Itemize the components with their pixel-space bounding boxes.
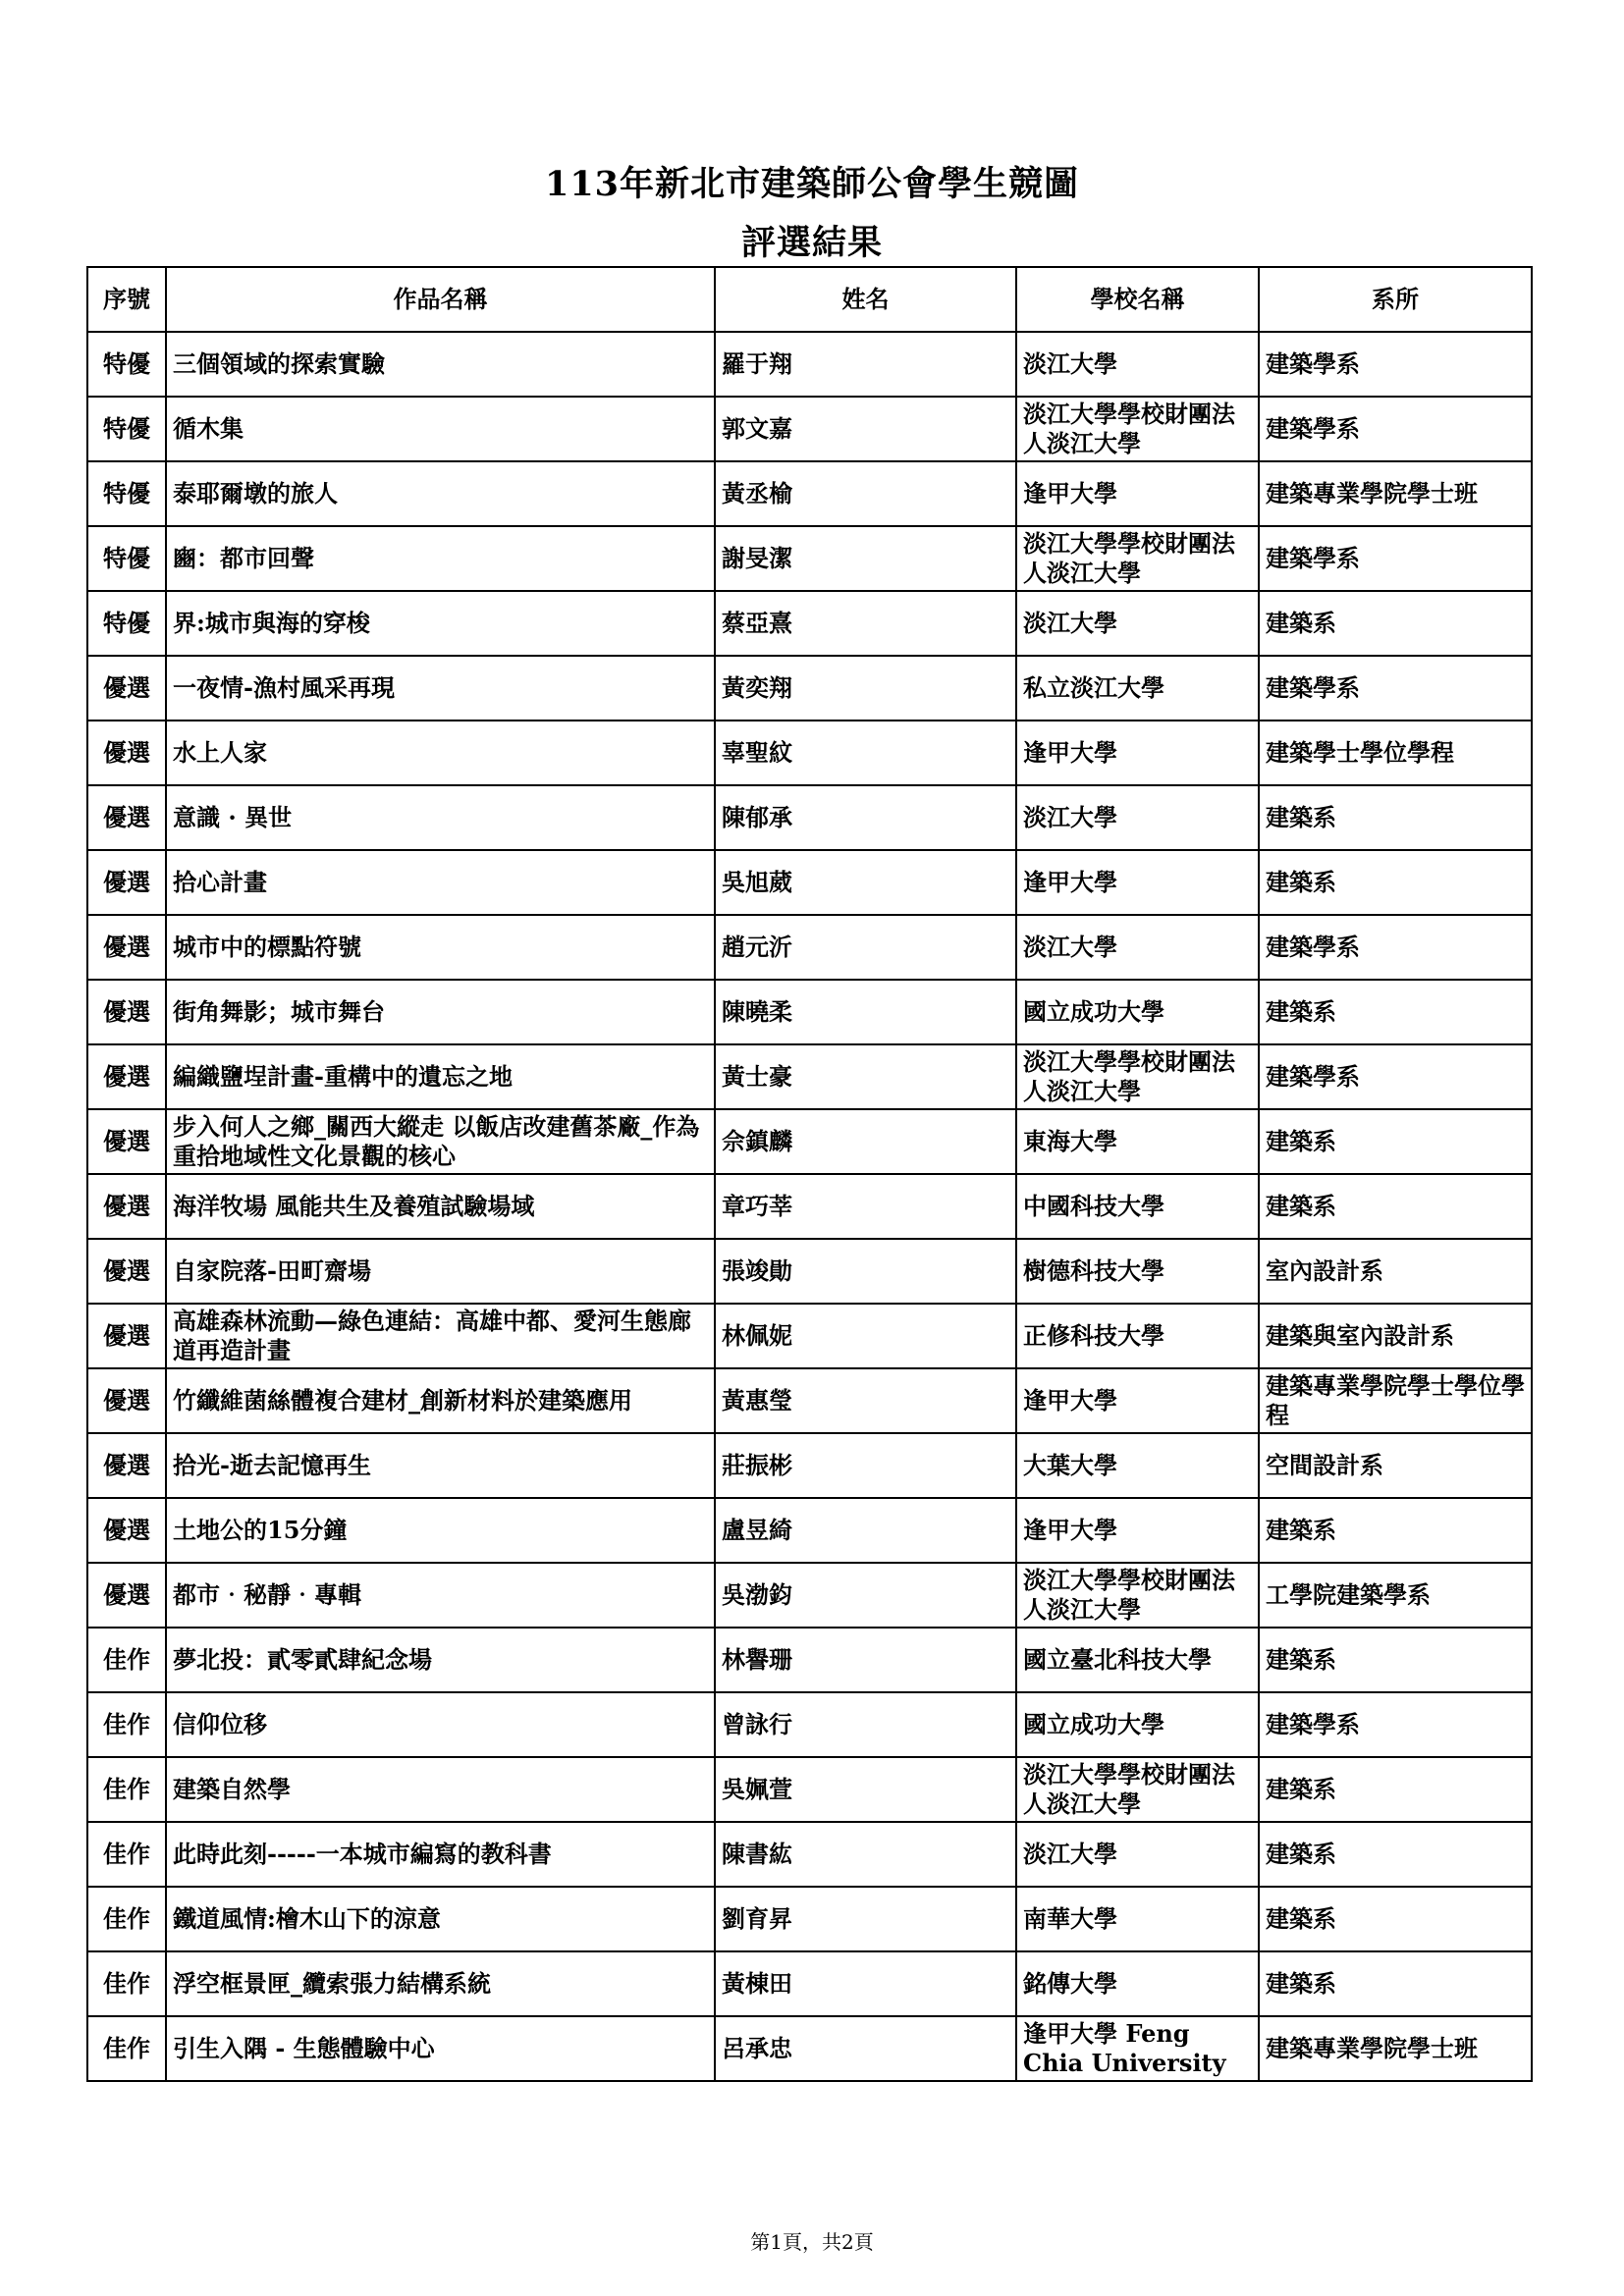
table-row	[87, 1822, 1532, 1887]
cell-rank: 特優	[87, 332, 166, 397]
table-row	[87, 1304, 1532, 1368]
table-row	[87, 915, 1532, 980]
cell-work-title: 編織鹽埕計畫-重構中的遺忘之地	[166, 1044, 715, 1109]
table-row	[87, 1757, 1532, 1822]
document-title: 113年新北市建築師公會學生競圖	[544, 164, 1080, 204]
table-row	[87, 1498, 1532, 1563]
cell-school: 淡江大學	[1016, 332, 1259, 397]
cell-rank: 佳作	[87, 1628, 166, 1692]
cell-department: 建築系	[1259, 1498, 1532, 1563]
cell-school: 樹德科技大學	[1016, 1239, 1259, 1304]
header-department: 系所	[1259, 267, 1532, 332]
cell-rank: 優選	[87, 1304, 166, 1368]
cell-name: 黃惠瑩	[715, 1368, 1016, 1433]
header-school: 學校名稱	[1016, 267, 1259, 332]
cell-school: 銘傳大學	[1016, 1951, 1259, 2016]
cell-name: 陳郁承	[715, 785, 1016, 850]
cell-school: 逢甲大學	[1016, 1368, 1259, 1433]
cell-school: 淡江大學	[1016, 915, 1259, 980]
cell-rank: 優選	[87, 1498, 166, 1563]
cell-school: 中國科技大學	[1016, 1174, 1259, 1239]
cell-rank: 優選	[87, 915, 166, 980]
cell-school: 正修科技大學	[1016, 1304, 1259, 1368]
results-table	[86, 266, 1533, 2082]
table-row	[87, 397, 1532, 461]
cell-rank: 佳作	[87, 1692, 166, 1757]
cell-name: 莊振彬	[715, 1433, 1016, 1498]
cell-school: 淡江大學學校財團法人淡江大學	[1016, 1757, 1259, 1822]
table-row	[87, 526, 1532, 591]
cell-name: 盧昱綺	[715, 1498, 1016, 1563]
cell-department: 建築專業學院學士班	[1259, 461, 1532, 526]
cell-department: 建築系	[1259, 1109, 1532, 1174]
cell-department: 建築系	[1259, 785, 1532, 850]
cell-school: 國立成功大學	[1016, 1692, 1259, 1757]
cell-work-title: 此時此刻-----一本城市編寫的教科書	[166, 1822, 715, 1887]
cell-school: 國立臺北科技大學	[1016, 1628, 1259, 1692]
cell-work-title: 循木集	[166, 397, 715, 461]
cell-department: 建築專業學院學士班	[1259, 2016, 1532, 2081]
cell-department: 建築系	[1259, 1628, 1532, 1692]
cell-work-title: 一夜情-漁村風采再現	[166, 656, 715, 721]
cell-rank: 優選	[87, 1368, 166, 1433]
cell-department: 建築專業學院學士學位學程	[1259, 1368, 1532, 1433]
table-row	[87, 461, 1532, 526]
cell-work-title: 步入何人之鄉_關西大縱走 以飯店改建舊茶廠_作為重拾地域性文化景觀的核心	[166, 1109, 715, 1174]
cell-rank: 優選	[87, 721, 166, 785]
cell-school: 私立淡江大學	[1016, 656, 1259, 721]
cell-department: 建築學系	[1259, 1692, 1532, 1757]
table-row	[87, 1433, 1532, 1498]
cell-department: 建築系	[1259, 1757, 1532, 1822]
cell-school: 淡江大學	[1016, 785, 1259, 850]
cell-rank: 優選	[87, 1174, 166, 1239]
table-row	[87, 1951, 1532, 2016]
cell-name: 黃士豪	[715, 1044, 1016, 1109]
cell-work-title: 意識 · 異世	[166, 785, 715, 850]
cell-school: 逢甲大學	[1016, 721, 1259, 785]
table-row	[87, 785, 1532, 850]
table-row	[87, 1044, 1532, 1109]
cell-school: 淡江大學學校財團法人淡江大學	[1016, 1044, 1259, 1109]
table-row	[87, 1887, 1532, 1951]
cell-name: 陳書紘	[715, 1822, 1016, 1887]
cell-rank: 優選	[87, 980, 166, 1044]
cell-rank: 特優	[87, 526, 166, 591]
cell-school: 逢甲大學	[1016, 850, 1259, 915]
cell-work-title: 信仰位移	[166, 1692, 715, 1757]
cell-name: 佘鎮麟	[715, 1109, 1016, 1174]
cell-work-title: 泰耶爾墩的旅人	[166, 461, 715, 526]
cell-name: 陳曉柔	[715, 980, 1016, 1044]
cell-name: 吳姵萱	[715, 1757, 1016, 1822]
table-row	[87, 721, 1532, 785]
table-row	[87, 656, 1532, 721]
cell-name: 吳渤鈞	[715, 1563, 1016, 1628]
cell-name: 黃棟田	[715, 1951, 1016, 2016]
header-name: 姓名	[715, 267, 1016, 332]
table-row	[87, 1628, 1532, 1692]
cell-school: 南華大學	[1016, 1887, 1259, 1951]
cell-school: 淡江大學	[1016, 591, 1259, 656]
cell-department: 建築與室內設計系	[1259, 1304, 1532, 1368]
cell-rank: 佳作	[87, 1887, 166, 1951]
cell-rank: 特優	[87, 591, 166, 656]
cell-work-title: 海洋牧場 風能共生及養殖試驗場域	[166, 1174, 715, 1239]
cell-rank: 優選	[87, 656, 166, 721]
results-table-body	[87, 332, 1532, 2081]
cell-rank: 優選	[87, 1044, 166, 1109]
cell-work-title: 界:城市與海的穿梭	[166, 591, 715, 656]
cell-department: 建築系	[1259, 591, 1532, 656]
cell-rank: 優選	[87, 1239, 166, 1304]
cell-work-title: 拾心計畫	[166, 850, 715, 915]
cell-rank: 優選	[87, 785, 166, 850]
cell-name: 張竣勛	[715, 1239, 1016, 1304]
cell-work-title: 浮空框景匣_纜索張力結構系統	[166, 1951, 715, 2016]
header-work-title: 作品名稱	[166, 267, 715, 332]
cell-department: 建築學系	[1259, 332, 1532, 397]
cell-name: 林譽珊	[715, 1628, 1016, 1692]
cell-work-title: 土地公的15分鐘	[166, 1498, 715, 1563]
cell-rank: 佳作	[87, 2016, 166, 2081]
table-row	[87, 591, 1532, 656]
table-row	[87, 1109, 1532, 1174]
cell-name: 曾詠行	[715, 1692, 1016, 1757]
cell-department: 建築學士學位學程	[1259, 721, 1532, 785]
cell-name: 黃丞榆	[715, 461, 1016, 526]
cell-school: 國立成功大學	[1016, 980, 1259, 1044]
cell-department: 建築學系	[1259, 526, 1532, 591]
cell-name: 郭文嘉	[715, 397, 1016, 461]
table-row	[87, 332, 1532, 397]
cell-name: 羅于翔	[715, 332, 1016, 397]
table-row	[87, 1174, 1532, 1239]
cell-work-title: 自家院落-田町齋場	[166, 1239, 715, 1304]
cell-department: 建築學系	[1259, 656, 1532, 721]
cell-name: 黃奕翔	[715, 656, 1016, 721]
cell-rank: 優選	[87, 1433, 166, 1498]
cell-work-title: 豳：都市回聲	[166, 526, 715, 591]
cell-school: 大葉大學	[1016, 1433, 1259, 1498]
cell-work-title: 引生入隅 - 生態體驗中心	[166, 2016, 715, 2081]
document-subtitle: 評選結果	[740, 223, 883, 263]
cell-rank: 佳作	[87, 1951, 166, 2016]
table-header-row	[87, 267, 1532, 332]
cell-work-title: 城市中的標點符號	[166, 915, 715, 980]
cell-rank: 特優	[87, 461, 166, 526]
cell-school: 淡江大學學校財團法人淡江大學	[1016, 526, 1259, 591]
cell-name: 劉育昇	[715, 1887, 1016, 1951]
cell-school: 逢甲大學 Feng Chia University	[1016, 2016, 1259, 2081]
table-row	[87, 980, 1532, 1044]
cell-department: 建築系	[1259, 980, 1532, 1044]
cell-department: 建築學系	[1259, 397, 1532, 461]
cell-work-title: 街角舞影；城市舞台	[166, 980, 715, 1044]
cell-department: 建築學系	[1259, 1044, 1532, 1109]
page-footer: 第1頁，共2頁	[750, 2230, 874, 2254]
cell-work-title: 竹纖維菌絲體複合建材_創新材料於建築應用	[166, 1368, 715, 1433]
cell-work-title: 都市‧秘靜‧專輯	[166, 1563, 715, 1628]
cell-rank: 優選	[87, 1563, 166, 1628]
cell-school: 逢甲大學	[1016, 1498, 1259, 1563]
cell-work-title: 高雄森林流動—綠色連結：高雄中都、愛河生態廊道再造計畫	[166, 1304, 715, 1368]
cell-department: 建築學系	[1259, 915, 1532, 980]
cell-school: 逢甲大學	[1016, 461, 1259, 526]
cell-work-title: 建築自然學	[166, 1757, 715, 1822]
cell-department: 建築系	[1259, 1174, 1532, 1239]
table-row	[87, 1563, 1532, 1628]
cell-work-title: 拾光-逝去記憶再生	[166, 1433, 715, 1498]
cell-rank: 優選	[87, 1109, 166, 1174]
cell-school: 淡江大學學校財團法人淡江大學	[1016, 397, 1259, 461]
table-row	[87, 1239, 1532, 1304]
cell-name: 謝旻潔	[715, 526, 1016, 591]
cell-school: 東海大學	[1016, 1109, 1259, 1174]
cell-department: 空間設計系	[1259, 1433, 1532, 1498]
cell-name: 林佩妮	[715, 1304, 1016, 1368]
table-row	[87, 2016, 1532, 2081]
cell-work-title: 三個領域的探索實驗	[166, 332, 715, 397]
cell-school: 淡江大學學校財團法人淡江大學	[1016, 1563, 1259, 1628]
table-row	[87, 1368, 1532, 1433]
cell-work-title: 夢北投：貳零貳肆紀念場	[166, 1628, 715, 1692]
cell-department: 建築系	[1259, 1951, 1532, 2016]
cell-department: 建築系	[1259, 1887, 1532, 1951]
cell-school: 淡江大學	[1016, 1822, 1259, 1887]
cell-name: 辜聖紋	[715, 721, 1016, 785]
cell-work-title: 水上人家	[166, 721, 715, 785]
cell-rank: 優選	[87, 850, 166, 915]
header-rank: 序號	[87, 267, 166, 332]
cell-department: 建築系	[1259, 850, 1532, 915]
cell-name: 吳旭葳	[715, 850, 1016, 915]
cell-department: 室內設計系	[1259, 1239, 1532, 1304]
cell-work-title: 鐵道風情:檜木山下的涼意	[166, 1887, 715, 1951]
cell-department: 工學院建築學系	[1259, 1563, 1532, 1628]
cell-name: 趙元沂	[715, 915, 1016, 980]
cell-rank: 佳作	[87, 1757, 166, 1822]
table-row	[87, 850, 1532, 915]
cell-rank: 佳作	[87, 1822, 166, 1887]
cell-department: 建築系	[1259, 1822, 1532, 1887]
cell-name: 蔡亞熹	[715, 591, 1016, 656]
cell-rank: 特優	[87, 397, 166, 461]
cell-name: 章巧莘	[715, 1174, 1016, 1239]
cell-name: 呂承忠	[715, 2016, 1016, 2081]
table-row	[87, 1692, 1532, 1757]
